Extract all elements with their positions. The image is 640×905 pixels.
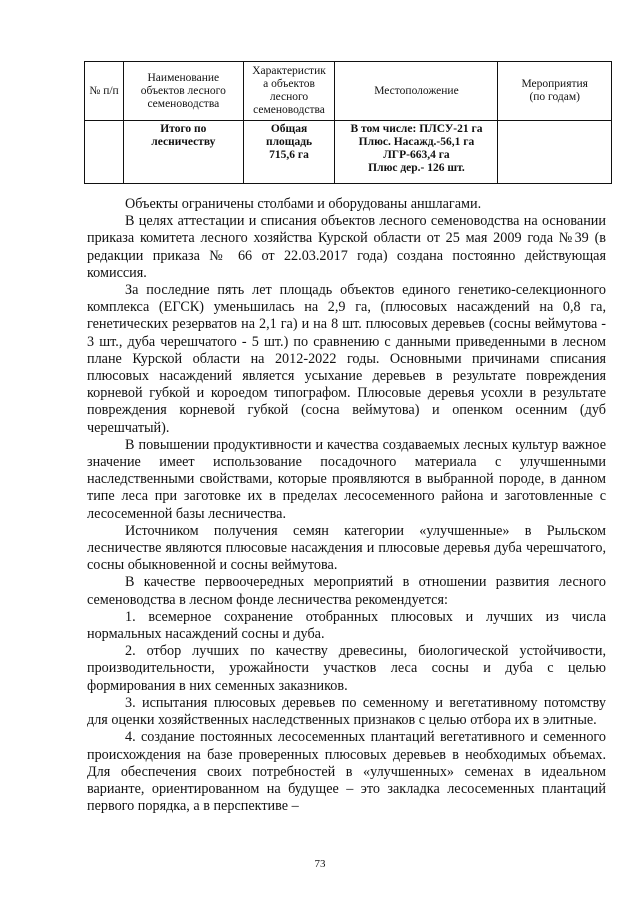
cell-line: Плюс дер.- 126 шт. — [368, 162, 465, 174]
cell-line: 715,6 га — [269, 149, 309, 161]
page-number: 73 — [314, 858, 326, 870]
list-item: 3. испытания плюсовых деревьев по семенному и вегетативному потомству для оценки хозяйственных наследственных признаков с целью отбора их в элитные. — [87, 694, 606, 729]
list-item: 2. отбор лучших по качеству древесины, биологической устойчивости, производительности, урожайности участков леса сосны и дуба с целью формирования в них семенных заказников. — [87, 643, 606, 694]
header-measures — [498, 62, 612, 121]
cell-line: Итого по — [160, 123, 207, 135]
cell-line: площадь — [265, 136, 313, 148]
header-number: № п/п — [85, 62, 124, 121]
paragraph: Источником получения семян категории «улучшенные» в Рыльском лесничестве являются плюсовые насаждения и плюсовые деревья дуба черешчатого, сосны обыкновенной и сосны веймутова. — [87, 522, 606, 574]
cell-line: Общая — [270, 123, 308, 135]
header-line: лесного — [269, 91, 309, 103]
header-location: Местоположение — [335, 62, 498, 121]
total-number-cell — [85, 121, 124, 184]
cell-line: ЛГР-663,4 га — [383, 149, 450, 161]
header-line: Мероприятия — [521, 78, 588, 90]
total-measures-cell — [498, 121, 612, 184]
header-line: Характеристик — [252, 65, 326, 77]
header-line: а объектов — [263, 78, 315, 90]
body-text — [87, 196, 606, 815]
cell-line: Плюс. Насажд.-56,1 га — [358, 136, 475, 148]
cell-line: лесничеству — [151, 136, 216, 148]
header-line: семеноводства — [147, 97, 220, 110]
total-location-cell — [335, 121, 498, 184]
total-characteristic-cell — [243, 121, 335, 184]
header-line: объектов лесного — [140, 84, 226, 97]
header-line: семеноводства — [253, 104, 325, 116]
total-name-cell — [124, 121, 243, 184]
seed-objects-table — [84, 61, 612, 184]
header-line: Наименование — [147, 71, 220, 84]
list-item: 1. всемерное сохранение отобранных плюсовых и лучших из числа нормальных насаждений сосны и дуба. — [87, 608, 606, 643]
paragraph: В целях аттестации и списания объектов лесного семеноводства на основании приказа комитета лесного хозяйства Курской области от 25 мая 2009 года №39 (в редакции приказа № 66 от 22.03.2017 года) создана постоянно действующая комиссия. — [87, 213, 606, 281]
header-line: (по годам) — [529, 91, 580, 103]
paragraph: Объекты ограничены столбами и оборудованы аншлагами. — [125, 196, 482, 212]
paragraph: В повышении продуктивности и качества создаваемых лесных культур важное значение имеет использование посадочного материала с улучшенными наследственными свойствами, которые проявляются в выбранной породе, в данном типе леса при заготовке их в пределах лесосеменного района и заготовленные с лесосеменной базы лесничества. — [87, 436, 606, 522]
paragraph: За последние пять лет площадь объектов единого генетико-селекционного комплекса (ЕГСК) уменьшилась на 2,9 га, (плюсовых насаждений на 0,8 га, генетических резерватов на 2,1 га) и на 8 шт. плюсовых деревьев (сосны веймутова - 3 шт., дуба черешчатого - 5 шт.) по сравнению с данными приведенными в лесном плане Курской области на 2012-2022 годы. Основными причинами списания плюсовых насаждений является усыхание деревьев в результате повреждения корневой губкой и короедом типографом. Плюсовые деревья усохли в результате повреждения корневой губкой (сосна веймутова) и опенком осенним (дуб черешчатый). — [87, 282, 606, 436]
table-row — [85, 121, 612, 184]
cell-line: В том числе: ПЛСУ-21 га — [350, 123, 483, 135]
table-header-row — [85, 62, 612, 121]
paragraph: В качестве первоочередных мероприятий в отношении развития лесного семеноводства в лесном фонде лесничества рекомендуется: — [87, 574, 606, 608]
list-item: 4. создание постоянных лесосеменных плантаций вегетативного и семенного происхождения на базе проверенных плюсовых деревьев в необходимых объемах. Для обеспечения своих потребностей в «улучшенных» семенах в идеальном варианте, ориентированном на будущее – это закладка лесосеменных плантаций первого порядка, а в перспективе – — [87, 729, 606, 815]
header-characteristic — [243, 62, 335, 121]
header-object-name — [124, 62, 243, 121]
